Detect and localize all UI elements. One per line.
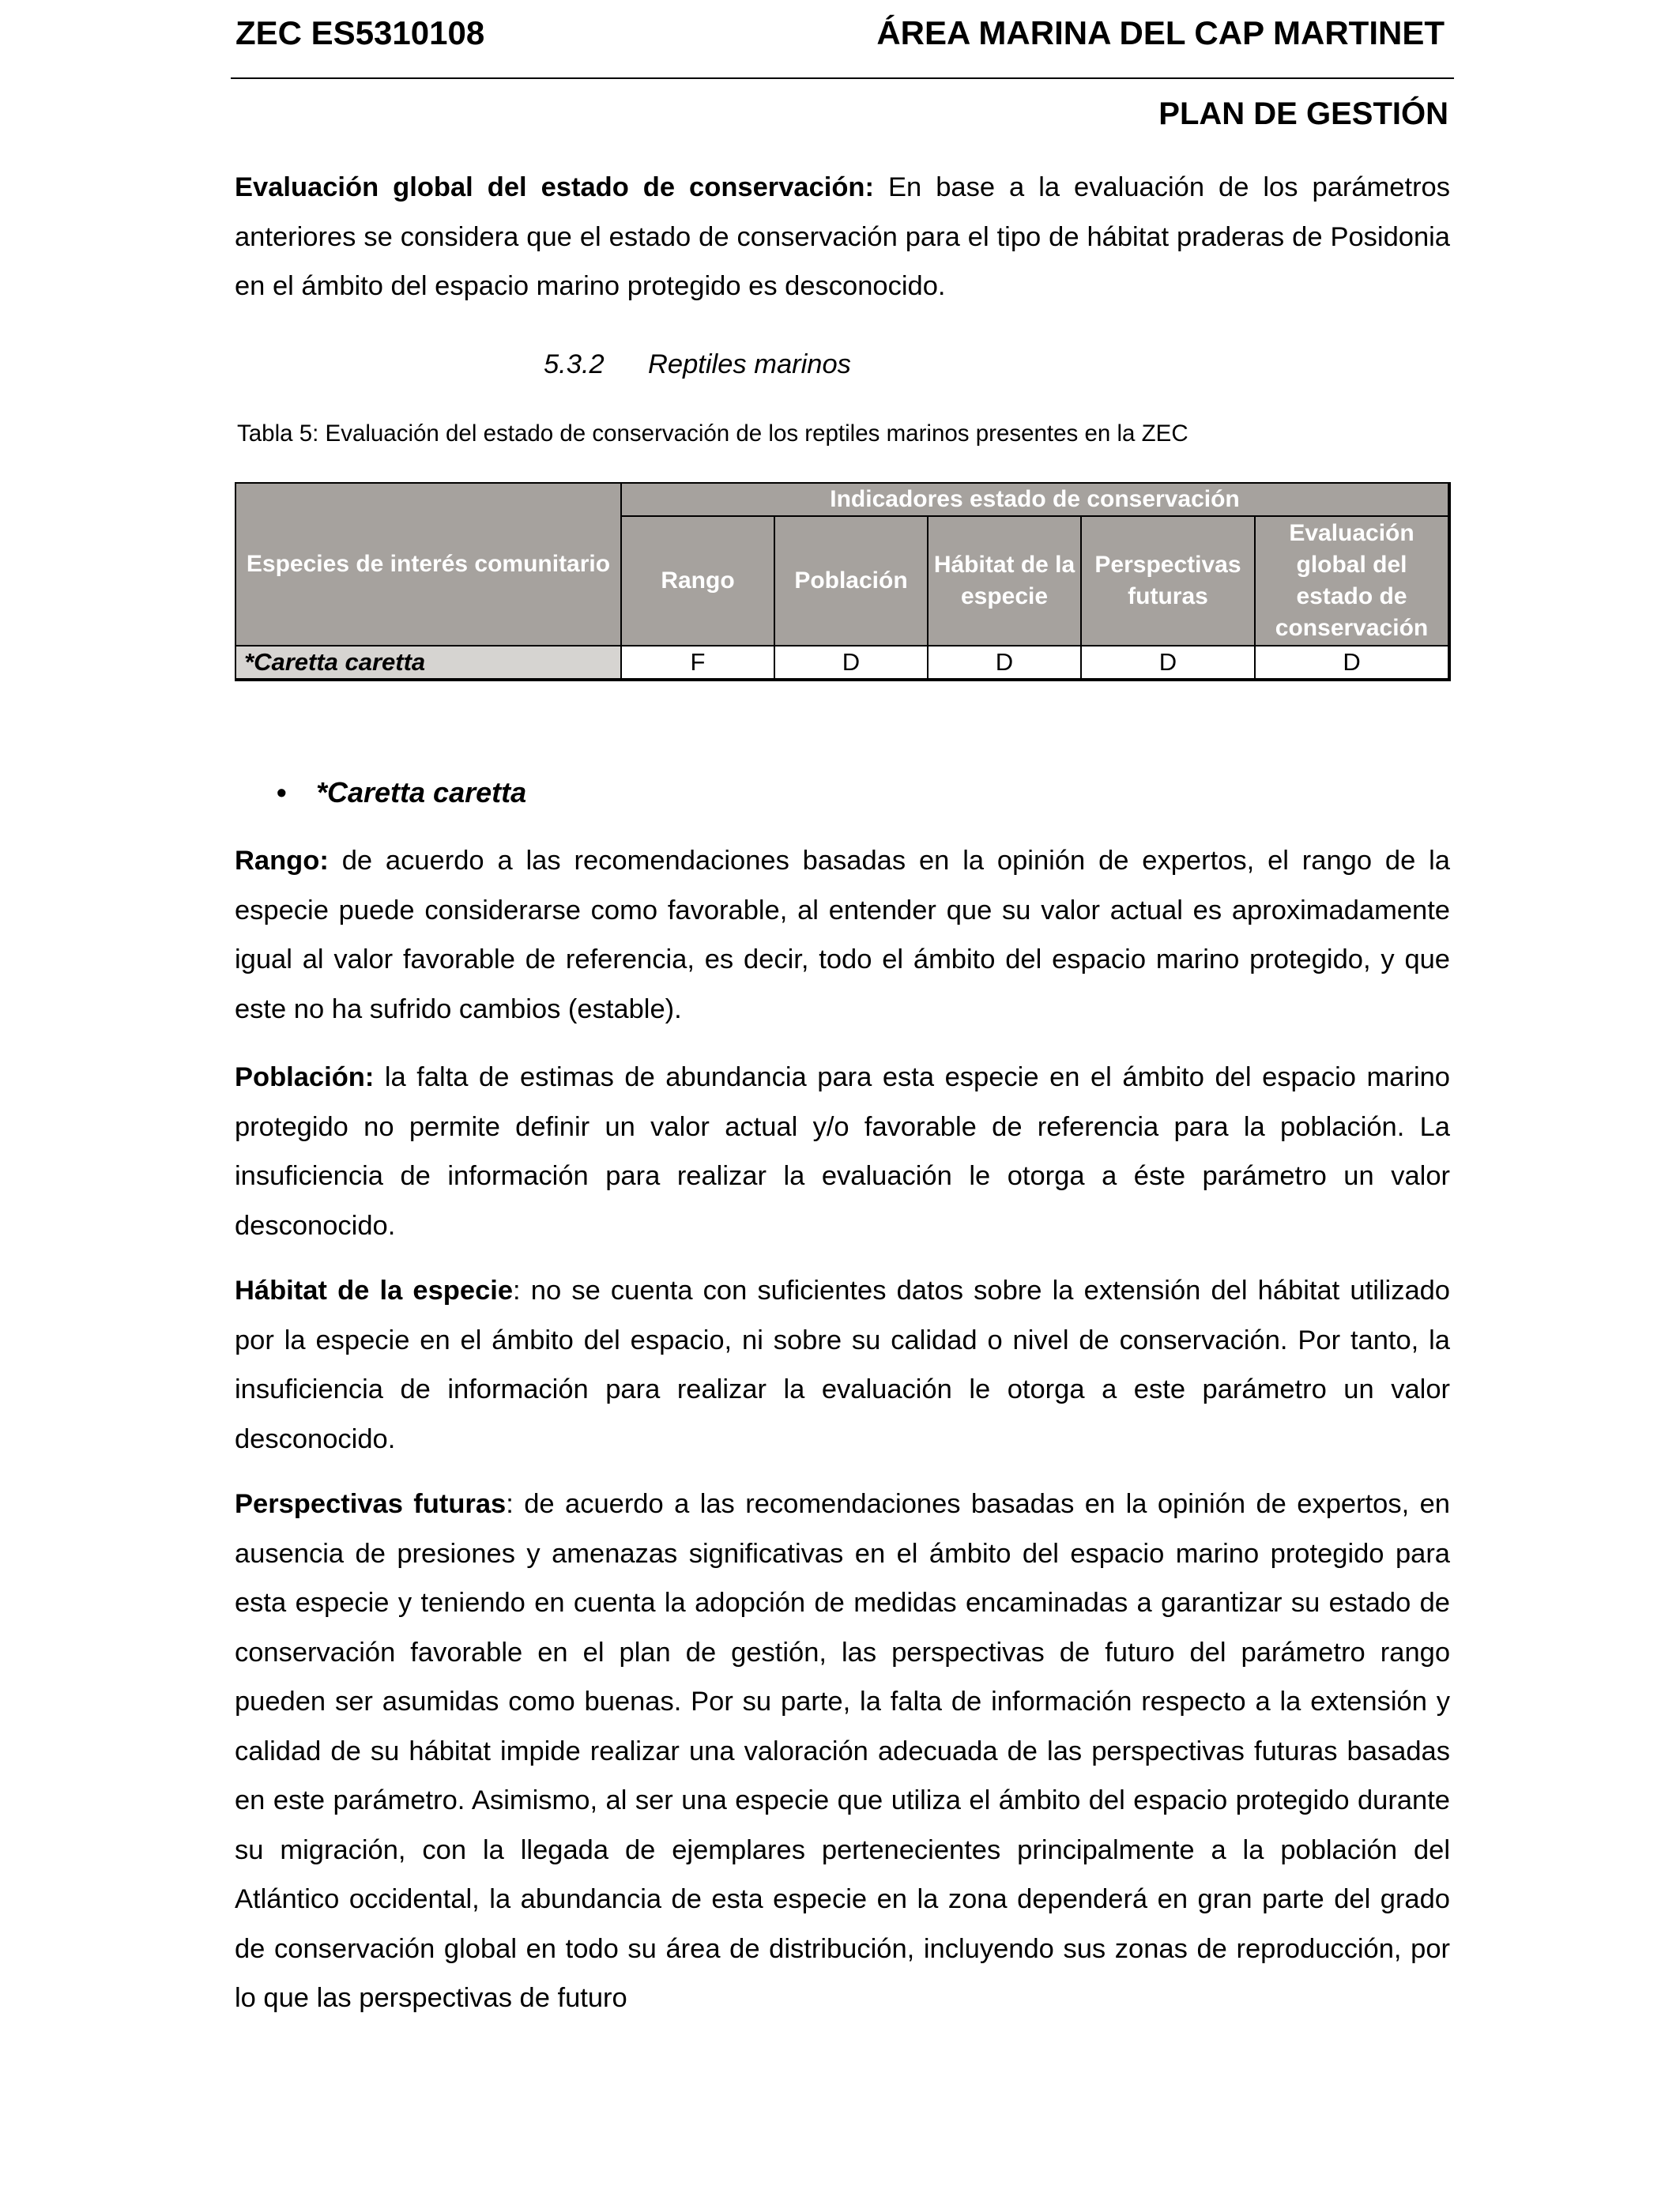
value-cell-habitat: D <box>928 646 1081 680</box>
perspectivas-label: Perspectivas futuras <box>235 1489 507 1519</box>
column-header-habitat: Hábitat de la especie <box>928 516 1081 646</box>
intro-paragraph <box>235 163 1450 311</box>
species-bullet-heading <box>277 776 526 809</box>
value-cell-poblacion: D <box>774 646 928 680</box>
bullet-dot-icon: • <box>277 776 287 809</box>
value-cell-rango: F <box>621 646 774 680</box>
habitat-label: Hábitat de la especie <box>235 1276 514 1306</box>
species-cell: *Caretta caretta <box>235 646 621 680</box>
value-cell-perspectivas: D <box>1081 646 1255 680</box>
section-number: 5.3.2 <box>544 349 605 379</box>
section-title: Reptiles marinos <box>648 349 851 379</box>
paragraph-rango <box>235 836 1450 1034</box>
paragraph-poblacion <box>235 1053 1450 1250</box>
value-cell-evaluacion: D <box>1255 646 1449 680</box>
header-zec-code: ZEC ES5310108 <box>235 14 485 51</box>
paragraph-habitat <box>235 1266 1450 1464</box>
header-divider <box>231 77 1454 79</box>
header-area-name: ÁREA MARINA DEL CAP MARTINET <box>876 14 1445 51</box>
column-header-poblacion: Población <box>774 516 928 646</box>
conservation-table <box>235 482 1451 681</box>
species-column-header: Especies de interés comunitario <box>235 483 621 646</box>
rango-text: de acuerdo a las recomendaciones basadas en la opinión de expertos, el rango de la especie puede considerarse como favorable, al entender que su valor actual es aproximadamente igual al valor favorable de referencia, es decir, todo el ámbito del espacio marino protegido, y que este no ha sufrido cambios (estable). <box>235 846 1450 1024</box>
column-header-perspectivas: Perspectivas futuras <box>1081 516 1255 646</box>
paragraph-perspectivas <box>235 1480 1450 2023</box>
habitat-text: : no se cuenta con suficientes datos sobre la extensión del hábitat utilizado por la especie en el ámbito del espacio, ni sobre su calidad o nivel de conservación. Por tanto, la insuficiencia de información para realizar la evaluación le otorga a este parámetro un valor desconocido. <box>235 1276 1450 1454</box>
rango-label: Rango: <box>235 846 329 876</box>
poblacion-label: Población: <box>235 1062 375 1092</box>
intro-label: Evaluación global del estado de conservación: <box>235 172 874 202</box>
perspectivas-text: : de acuerdo a las recomendaciones basadas en la opinión de expertos, en ausencia de presiones y amenazas significativas en el ámbito del espacio marino protegido para esta especie y teniendo en cuenta la adopción de medidas encaminadas a garantizar su estado de conservación favorable en el plan de gestión, las perspectivas de futuro del parámetro rango pueden ser asumidas como buenas. Por su parte, la falta de información respecto a la extensión y calidad de su hábitat impide realizar una valoración adecuada de las perspectivas futuras basadas en este parámetro. Asimismo, al ser una especie que utiliza el ámbito del espacio protegido durante su migración, con la llegada de ejemplares pertenecientes principalmente a la población del Atlántico occidental, la abundancia de esta especie en la zona dependerá en gran parte del grado de conservación global en todo su área de distribución, incluyendo sus zonas de reproducción, por lo que las perspectivas de futuro <box>235 1489 1450 2013</box>
table-caption: Tabla 5: Evaluación del estado de conservación de los reptiles marinos presentes en la ZEC <box>237 420 1188 447</box>
intro-text: En base a la evaluación de los parámetros anteriores se considera que el estado de conservación para el tipo de hábitat praderas de Posidonia en el ámbito del espacio marino protegido es desconocido. <box>235 172 1450 301</box>
poblacion-text: la falta de estimas de abundancia para esta especie en el ámbito del espacio marino protegido no permite definir un valor actual y/o favorable de referencia para la población. La insuficiencia de información para realizar la evaluación le otorga a éste parámetro un valor desconocido. <box>235 1062 1450 1241</box>
column-header-rango: Rango <box>621 516 774 646</box>
header-plan-title: PLAN DE GESTIÓN <box>1158 96 1448 131</box>
column-header-evaluacion: Evaluación global del estado de conservación <box>1255 516 1449 646</box>
species-heading-text: *Caretta caretta <box>316 776 527 809</box>
section-heading <box>544 349 851 380</box>
indicators-group-header: Indicadores estado de conservación <box>621 483 1449 516</box>
table-row <box>235 646 1449 680</box>
